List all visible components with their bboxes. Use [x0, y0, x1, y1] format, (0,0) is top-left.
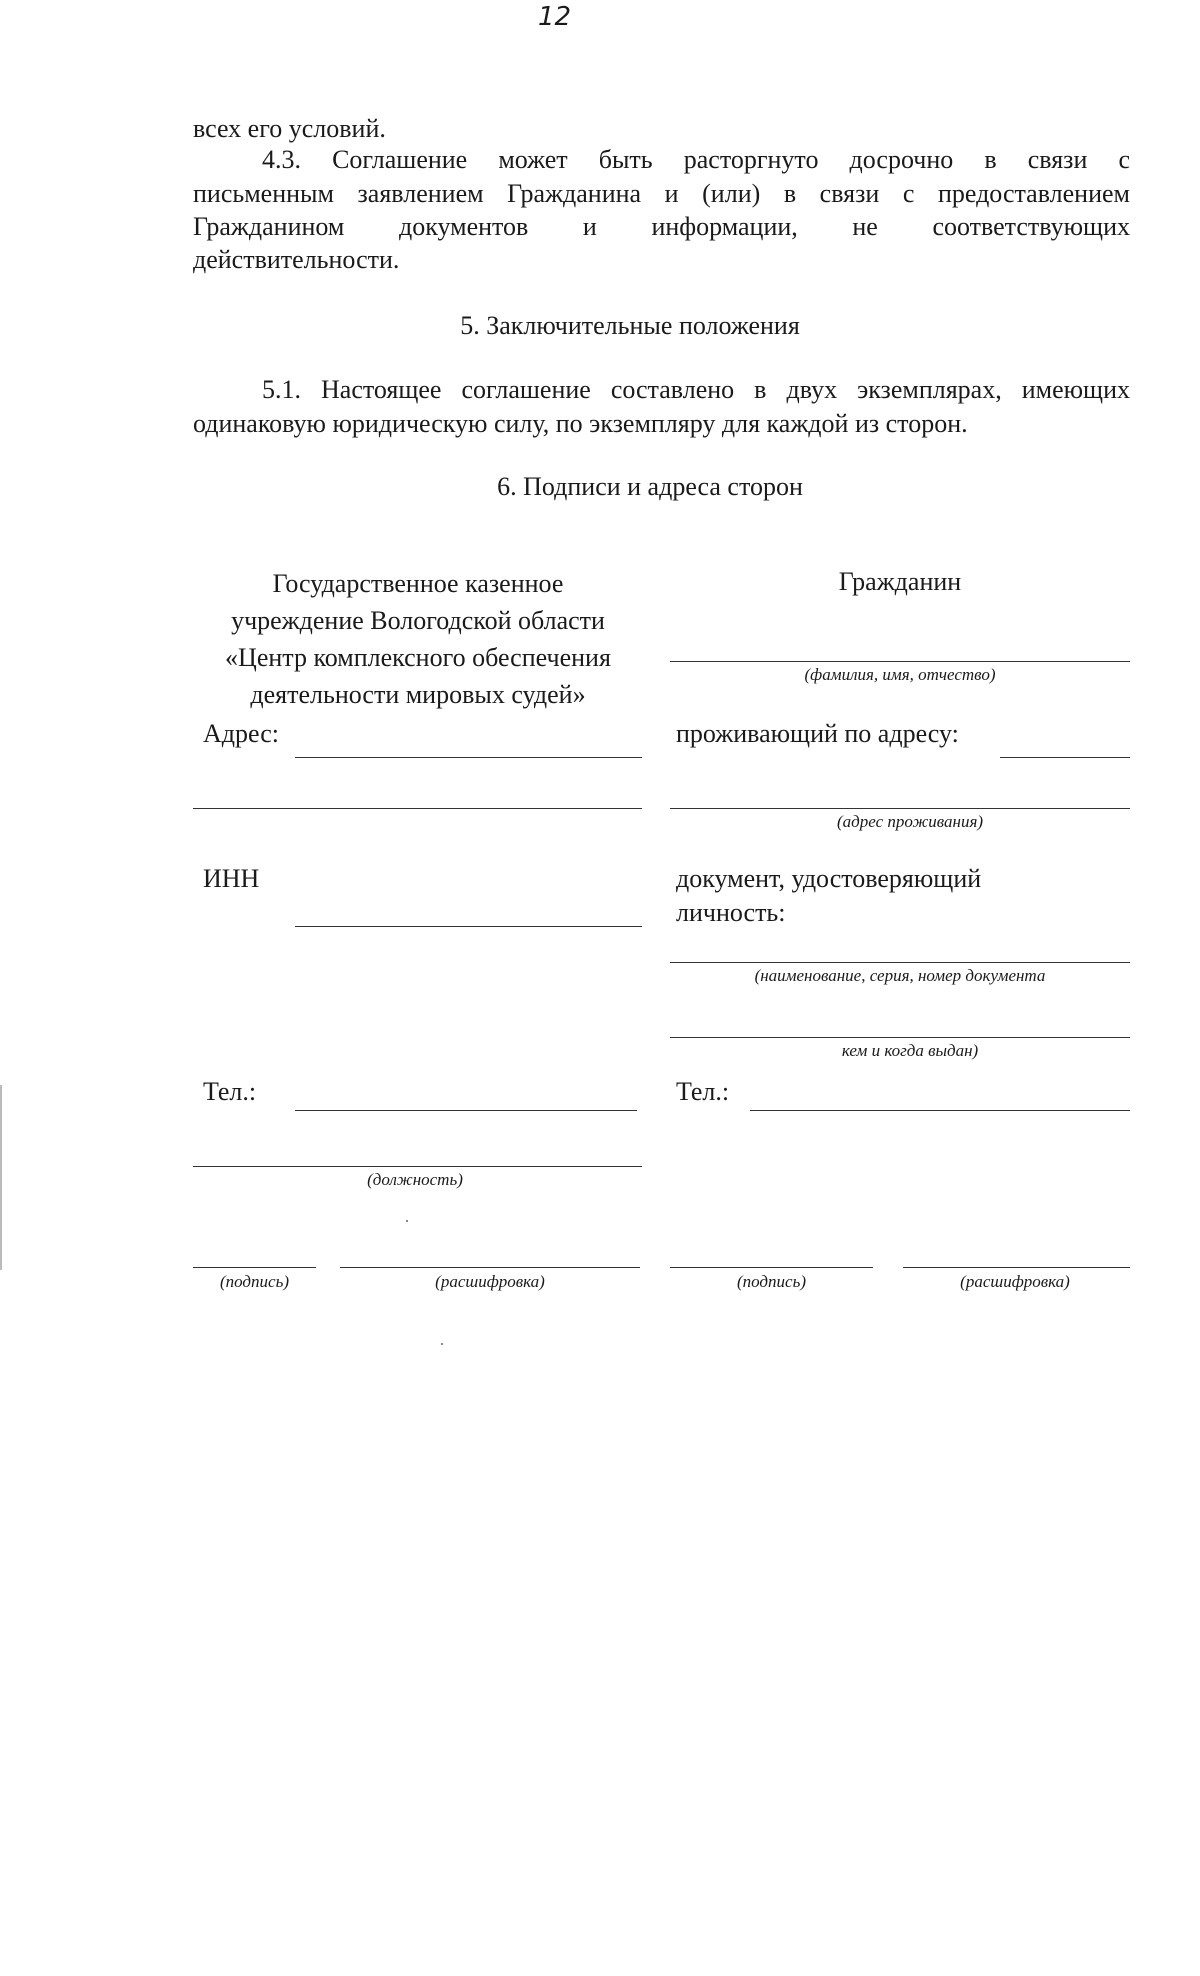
left-phone-line — [295, 1110, 637, 1111]
paragraph-4-3-line-3: Гражданином документов и информации, не соответствующих — [193, 212, 1130, 241]
paragraph-4-3-line-4: действительности. — [193, 245, 400, 274]
right-id-doc-caption-1: (наименование, серия, номер документа — [754, 966, 1046, 985]
right-id-doc-line-1 — [670, 962, 1130, 963]
left-inn-line — [295, 926, 642, 927]
left-party-name-line-1: Государственное казенное — [272, 569, 564, 598]
left-party-name — [193, 565, 643, 713]
right-residence-line-1 — [1000, 757, 1130, 758]
left-phone-label: Тел.: — [203, 1077, 257, 1106]
left-inn-label: ИНН — [203, 864, 260, 893]
left-decoding-caption: (расшифровка) — [435, 1272, 545, 1291]
paragraph-4-3-line-2: письменным заявлением Гражданина и (или) в связи с предоставлением — [193, 179, 1130, 208]
left-address-line-1 — [295, 757, 642, 758]
left-signature-caption: (подпись) — [220, 1272, 289, 1291]
scan-edge-mark — [0, 1085, 2, 1270]
left-party-name-line-4: деятельности мировых судей» — [250, 680, 586, 709]
page-number: 12 — [538, 2, 572, 32]
right-residence-line-2 — [670, 808, 1130, 809]
right-fio-caption: (фамилия, имя, отчество) — [804, 665, 996, 684]
left-party-name-line-3: «Центр комплексного обеспечения — [225, 643, 611, 672]
right-signature-caption: (подпись) — [737, 1272, 806, 1291]
section-6-title: 6. Подписи и адреса сторон — [497, 472, 803, 501]
right-id-doc-caption-2: кем и когда выдан) — [841, 1041, 979, 1060]
paragraph-5-1-line-2: одинаковую юридическую силу, по экземпляру для каждой из сторон. — [193, 409, 968, 438]
right-signature-line — [670, 1267, 873, 1268]
left-address-label: Адрес: — [203, 719, 279, 748]
right-phone-line — [750, 1110, 1130, 1111]
right-phone-label: Тел.: — [676, 1077, 730, 1106]
right-fio-line — [670, 661, 1130, 662]
left-position-line — [193, 1166, 642, 1167]
left-address-line-2 — [193, 808, 642, 809]
paragraph-4-3-line-1: 4.3. Соглашение может быть расторгнуто досрочно в связи с — [262, 145, 1130, 174]
right-residence-label: проживающий по адресу: — [676, 719, 959, 748]
left-party-name-line-2: учреждение Вологодской области — [231, 606, 605, 635]
paragraph-5-1-line-1: 5.1. Настоящее соглашение составлено в двух экземплярах, имеющих — [262, 375, 1130, 404]
right-party-title: Гражданин — [838, 567, 962, 596]
right-id-doc-line-2 — [670, 1037, 1130, 1038]
right-residence-caption: (адрес проживания) — [836, 812, 984, 831]
section-5-title: 5. Заключительные положения — [460, 311, 800, 340]
scan-dot — [406, 1220, 408, 1222]
right-id-doc-label-1: документ, удостоверяющий — [676, 864, 982, 893]
right-decoding-caption: (расшифровка) — [960, 1272, 1070, 1291]
left-position-caption: (должность) — [367, 1170, 463, 1189]
right-decoding-line — [903, 1267, 1130, 1268]
scan-dot — [441, 1343, 443, 1345]
left-decoding-line — [340, 1267, 640, 1268]
right-id-doc-label-2: личность: — [676, 898, 786, 927]
paragraph-continuation: всех его условий. — [193, 114, 386, 143]
left-signature-line — [193, 1267, 316, 1268]
